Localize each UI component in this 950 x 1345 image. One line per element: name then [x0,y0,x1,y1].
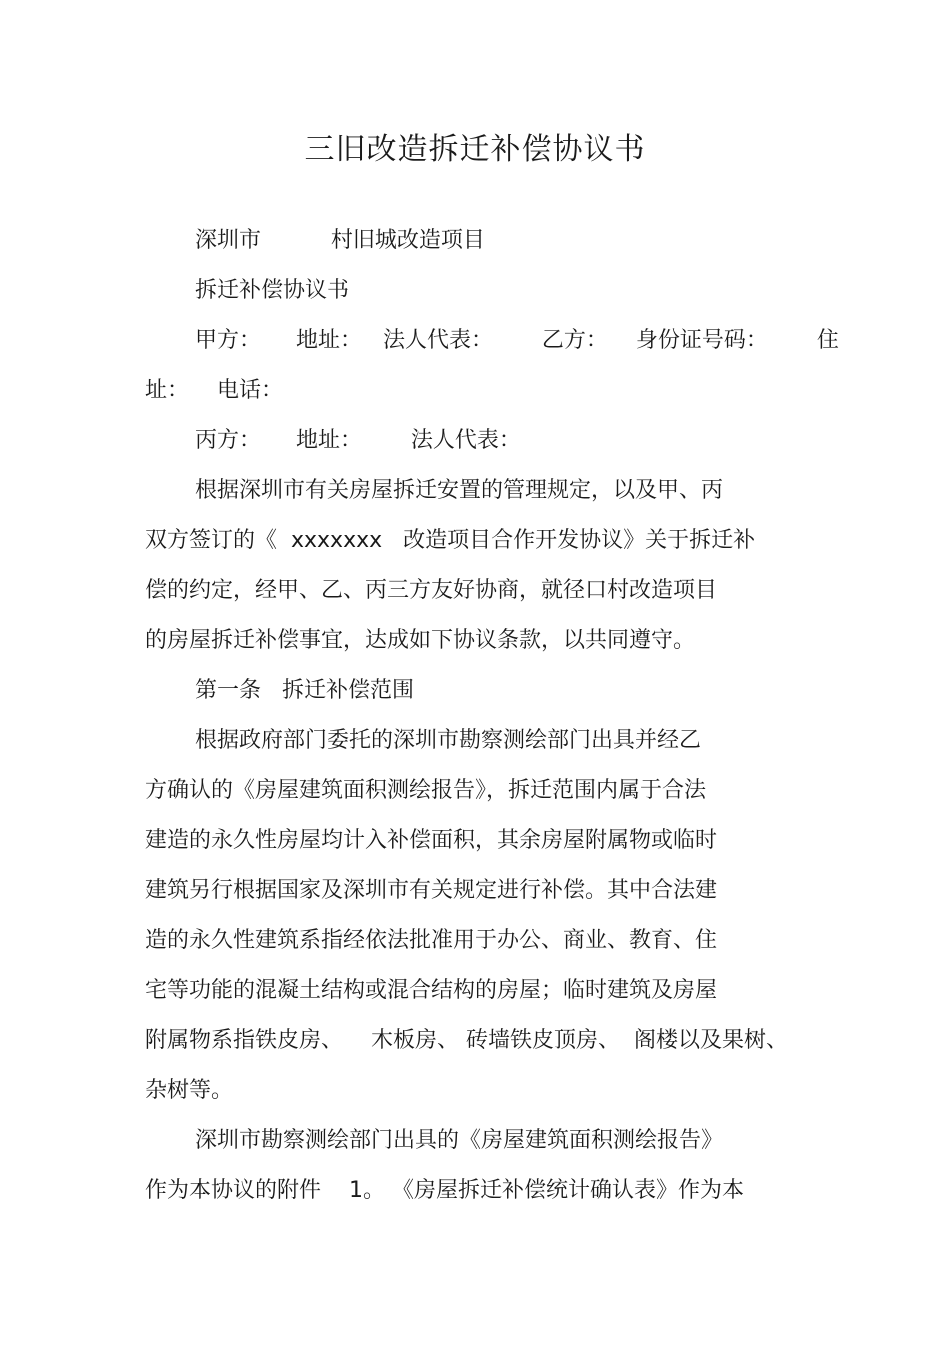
text-line: 根据深圳市有关房屋拆迁安置的管理规定，以及甲、丙 [195,478,724,503]
text-line: 甲方： 地址： 法人代表： 乙方： 身份证号码： 住 [195,328,839,353]
section-heading: 第一条 拆迁补偿范围 [195,678,414,703]
text-line: 方确认的《房屋建筑面积测绘报告》，拆迁范围内属于合法 [145,778,707,803]
text-line: 址： 电话： [145,378,283,403]
text-line: 杂树等。 [145,1078,234,1103]
text-line: 拆迁补偿协议书 [195,278,350,303]
text-line: 丙方： 地址： 法人代表： [195,428,521,453]
text-line: 的房屋拆迁补偿事宜，达成如下协议条款，以共同遵守。 [145,628,696,653]
text-line: 双方签订的《 xxxxxxx 改造项目合作开发协议》关于拆迁补 [145,528,756,553]
text-line: 建造的永久性房屋均计入补偿面积，其余房屋附属物或临时 [145,828,718,853]
text-line: 附属物系指铁皮房、 木板房、 砖墙铁皮顶房、 阁楼以及果树、 [145,1028,788,1053]
text-line: 作为本协议的附件 1。 《房屋拆迁补偿统计确认表》作为本 [145,1178,744,1203]
text-line: 深圳市 村旧城改造项目 [195,228,485,253]
text-line: 根据政府部门委托的深圳市勘察测绘部门出具并经乙 [195,728,702,753]
text-line: 宅等功能的混凝土结构或混合结构的房屋；临时建筑及房屋 [145,978,718,1003]
text-line: 建筑另行根据国家及深圳市有关规定进行补偿。其中合法建 [145,878,718,903]
text-line: 深圳市勘察测绘部门出具的《房屋建筑面积测绘报告》 [195,1128,724,1153]
text-line: 造的永久性建筑系指经依法批准用于办公、商业、教育、住 [145,928,718,953]
document-title: 三旧改造拆迁补偿协议书 [304,132,646,167]
text-line: 偿的约定，经甲、乙、丙三方友好协商，就径口村改造项目 [145,578,718,603]
